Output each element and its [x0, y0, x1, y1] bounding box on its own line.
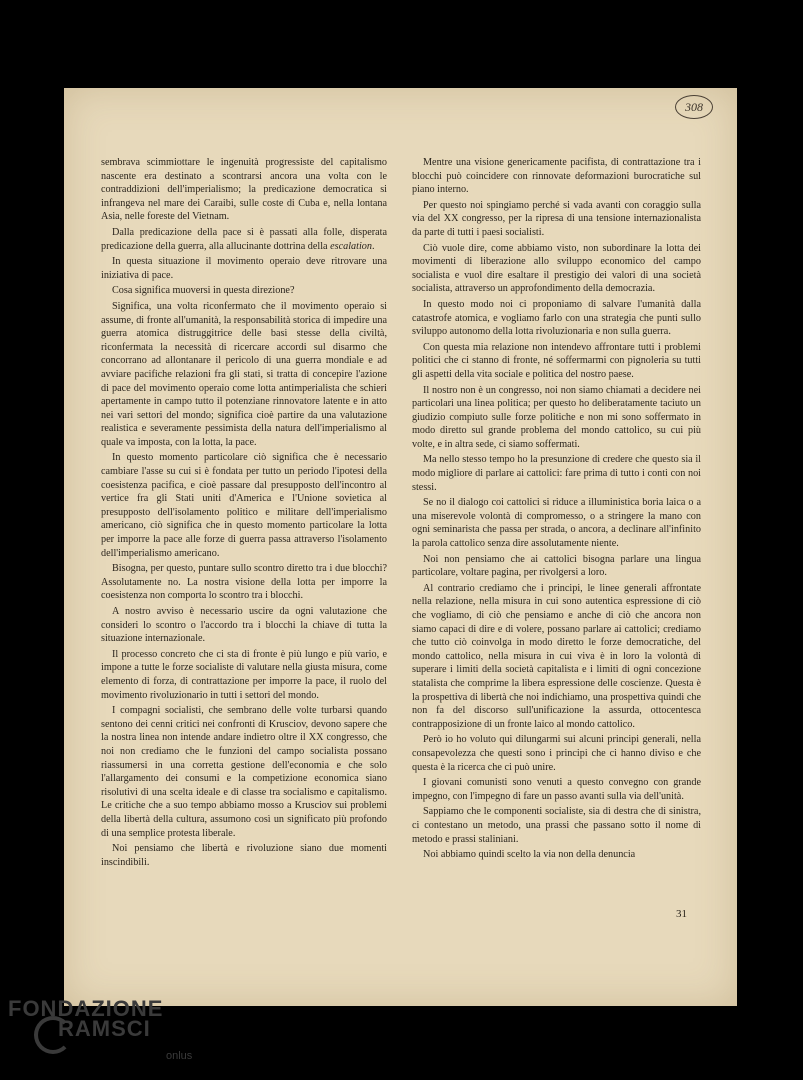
paragraph: Mentre una visione genericamente pacifista, di contrattazione tra i blocchi può coincidere con rinnovate deformazioni burocratiche sul piano interno.: [412, 157, 701, 196]
right-text-column: [412, 156, 701, 864]
watermark-line2: RAMSCI: [58, 1016, 151, 1041]
paragraph: Ciò vuole dire, come abbiamo visto, non subordinare la lotta dei movimenti di liberazione allo sviluppo economico del campo socialista e vuol dire esaltare il prestigio dei valori di una società socialista, attraverso un approfondimento della democrazia.: [412, 242, 701, 295]
watermark-sub: onlus: [166, 1050, 193, 1062]
paragraph: Bisogna, per questo, puntare sullo scontro diretto tra i due blocchi? Assolutamente no. La nostra visione della lotta per imporre la coesistenza non comporta lo scontro tra i blocchi.: [101, 563, 387, 602]
fondazione-gramsci-watermark: [0, 988, 230, 1068]
paragraph: Se no il dialogo coi cattolici si riduce a illuministica boria laica o a una miserevole volontà di compromesso, o a stringere la mano con ogni seminarista che passa per strada, o ancora, a declinare all'infinito la parola cattolico senza dire assolutamente niente.: [412, 497, 701, 550]
paragraph: In questo momento particolare ciò significa che è necessario cambiare l'asse su cui si è fondata per tutto un periodo l'ipotesi della coesistenza pacifica, e cioè passare dal presupposto dell'incontro al vertice fra gli Stati uniti d'America e l'Unione sovietica al presupposto dell'isolamento politico e militare dell'imperialismo americano, ciò significa che in questo momento particolare la lotta per imporre la pace alle forze di guerra passa attraverso l'isolamento dell'imperialismo americano.: [101, 452, 387, 559]
watermark-line1: FONDAZIONE: [8, 996, 164, 1021]
paragraph: Significa, una volta riconfermato che il movimento operaio si assume, di fronte all'umanità, la responsabilità storica di impedire una guerra atomica distruggitrice delle basi stesse della civiltà, riconfermata la necessità di ricercare accordi sul disarmo che concorrano ad allontanare il pericolo di una guerra mondiale e ad avviare pacifiche relazioni fra gli stati, si tratta di concepire l'azione di pace del movimento operaio come lotta antimperialista che schieri apertamente in campo tutto il potenziane rinnovatore latente e in atto nei vari settori del mondo; significa cioè partire da una valutazione realistica e severamente pessimista della natura dell'imperialismo al quale va imposta, con la lotta, la pace.: [101, 300, 387, 448]
paragraph: Noi non pensiamo che ai cattolici bisogna parlare una lingua particolare, voltare pagina, per rivolgersi a loro.: [412, 553, 701, 579]
paragraph: sembrava scimmiottare le ingenuità progressiste del capitalismo nascente era destinato a scontrarsi ancora una volta con le contraddizioni dell'imperialismo; la predicazione democratica si infrangeva nel mare dei Caraibi, sulle coste di Cuba e, nella lontana Asia, nelle foreste del Vietnam.: [101, 157, 387, 223]
paragraph: Per questo noi spingiamo perché si vada avanti con coraggio sulla via del XX congresso, per la ripresa di una tensione internazionalista da parte di tutti i paesi socialisti.: [412, 199, 701, 238]
paragraph: I giovani comunisti sono venuti a questo convegno con grande impegno, con l'impegno di fare un passo avanti sulla via dell'unità.: [412, 777, 701, 802]
paragraph: In questo modo noi ci proponiamo di salvare l'umanità dalla catastrofe atomica, e vogliamo farlo con una strategia che punti sullo sviluppo autonomo della lotta rivoluzionaria e non sulla guerra.: [412, 298, 701, 338]
archive-number-mark: 308: [675, 95, 713, 119]
document-page: [64, 88, 737, 1006]
paragraph: In questa situazione il movimento operaio deve ritrovare una iniziativa di pace.: [101, 256, 387, 281]
paragraph: Al contrario crediamo che i principi, le linee generali affrontate nella relazione, nella misura in cui sono autentica espressione di ciò che vogliamo, di ciò che pensiamo e anche di ciò che ancora non siamo capaci di dire e di volere, possano parlare ai cattolici; crediamo che tutto ciò coinvolga in modo diretto le forze democratiche, del mondo cattolico, nella misura in cui viva è in loro la volontà di superare i limiti della società capitalista e i limiti di ogni concezione statalista che comprime la libera espressione delle coscienze. Questa è la prospettiva di libertà che noi indichiamo, una prospettiva quindi che non fa del discorso sull'unificazione la assurda, ottocentesca contrapposizione di un fronte laico al mondo cattolico.: [412, 582, 701, 730]
paragraph: I compagni socialisti, che sembrano delle volte turbarsi quando sentono dei cenni critici nei confronti di Krusciov, devono sapere che la nostra linea non intende andare indietro oltre il XX congresso, che noi non crediamo che le funzioni del campo socialista possano riassumersi in una corretta gestione dell'economia e che solo l'allargamento dei consumi e la competizione economica siano risolutivi di una scelta ideale e di classe tra socialismo e capitalismo. Le critiche che a suo tempo abbiamo mosso a Krusciov sui problemi della libertà della cultura, assumono così un significato più profondo di una semplice protesta liberale.: [101, 705, 387, 839]
paragraph: Noi pensiamo che libertà e rivoluzione siano due momenti inscindibili.: [101, 843, 387, 868]
paragraph: Però io ho voluto qui dilungarmi sui alcuni principi generali, nella consapevolezza che questi sono i principi che ci hanno diviso e che questa è la ricerca che ci può unire.: [412, 734, 701, 773]
paragraph: Con questa mia relazione non intendevo affrontare tutti i problemi politici che ci stanno di fronte, né soffermarmi con pignoleria su tutti gli aspetti della vita sociale e politica del nostro paese.: [412, 341, 701, 380]
paragraph: Noi abbiamo quindi scelto la via non della denuncia: [423, 849, 636, 861]
page-number: 31: [676, 908, 687, 920]
paragraph: Sappiamo che le componenti socialiste, sia di destra che di sinistra, ci contestano un metodo, una prassi che passano sotto il nome di metodo e prassi staliniani.: [412, 806, 701, 845]
paragraph: Dalla predicazione della pace si è passati alla folle, disperata predicazione della guerra, alla allucinante dottrina della escalation.: [101, 226, 387, 252]
paragraph: Ma nello stesso tempo ho la presunzione di credere che questo sia il modo migliore di parlare ai cattolici: fare prima di tutto i conti con noi stessi.: [412, 454, 701, 493]
left-text-column: [101, 156, 387, 871]
paragraph: Il nostro non è un congresso, noi non siamo chiamati a decidere nei particolari una linea politica; per questo ho deliberatamente taciuto un giudizio compiuto sulle forze politiche e non mi sono soffermato in modo diretto sul grande problema del mondo cattolico, su cui più volte, e in altra sede, ci siamo soffermati.: [412, 384, 701, 450]
paragraph: Cosa significa muoversi in questa direzione?: [112, 285, 295, 297]
paragraph: Il processo concreto che ci sta di fronte è più lungo e più vario, e impone a tutte le forze socialiste di valutare nella giusta misura, come elemento di forza, di contrattazione per imporre la pace, il ruolo del movimento rivoluzionario in tutti i settori del mondo.: [101, 648, 387, 701]
paragraph: A nostro avviso è necessario uscire da ogni valutazione che consideri lo scontro o l'accordo tra i blocchi la chiave di tutta la situazione internazionale.: [101, 606, 387, 645]
